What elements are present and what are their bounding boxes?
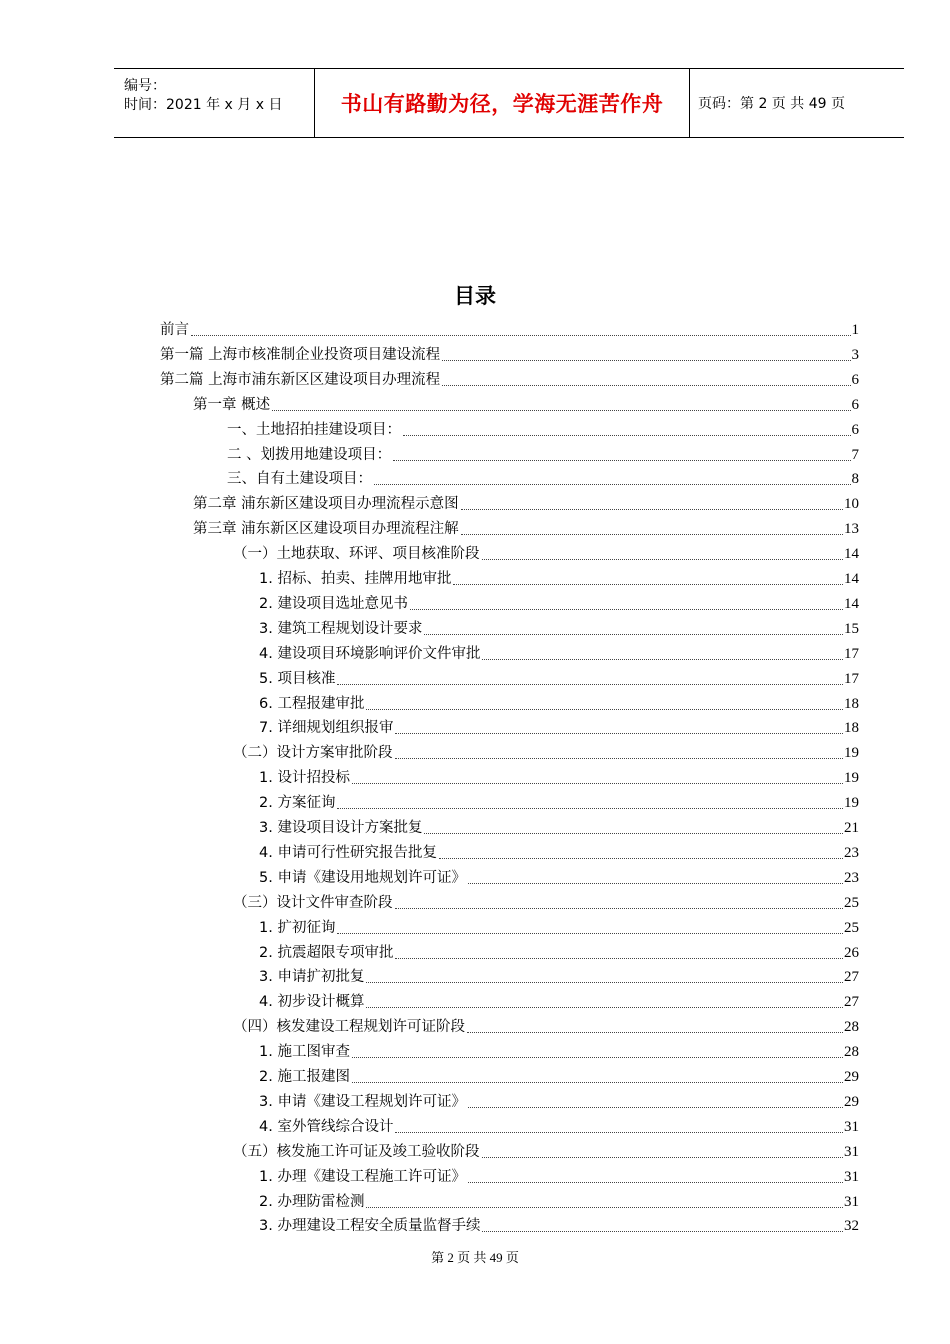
page-footer: 第 2 页 共 49 页 <box>431 1250 519 1265</box>
toc-entry-label: 2. 方案征询 <box>259 795 336 812</box>
time-label: 时间：2021 年 x 月 x 日 <box>124 97 283 113</box>
toc-entry[interactable] <box>259 1090 859 1112</box>
toc-entry-page: 28 <box>844 1019 859 1036</box>
toc-entry-label: 1. 招标、拍卖、挂牌用地审批 <box>259 571 452 587</box>
toc-entry[interactable] <box>259 667 859 689</box>
toc-leader-dots <box>352 782 843 784</box>
toc-leader-dots <box>366 708 843 710</box>
toc-entry-page: 29 <box>844 1069 859 1085</box>
toc-entry-label: 第一篇 上海市核准制企业投资项目建设流程 <box>160 346 441 363</box>
toc-entry-label: 2. 办理防雷检测 <box>259 1193 365 1210</box>
toc-entry[interactable] <box>160 318 859 340</box>
toc-entry-label: 2. 建设项目选址意见书 <box>259 595 408 612</box>
toc-leader-dots <box>482 1230 843 1232</box>
toc-leader-dots <box>395 732 843 734</box>
toc-entry-label: 3. 申请《建设工程规划许可证》 <box>259 1093 466 1110</box>
toc-leader-dots <box>468 1181 843 1183</box>
toc-entry[interactable] <box>259 1165 859 1187</box>
header-meta <box>114 69 314 137</box>
toc-entry[interactable] <box>233 891 859 913</box>
toc-entry-label: 第一章 概述 <box>193 396 271 413</box>
toc-entry-label: （一）土地获取、环评、项目核准阶段 <box>233 546 480 563</box>
toc-entry-page: 17 <box>844 645 859 662</box>
toc-entry-label: 前言 <box>160 322 189 338</box>
toc-entry-label: 1. 办理《建设工程施工许可证》 <box>259 1168 466 1185</box>
toc-entry[interactable] <box>259 766 859 788</box>
toc-entry-label: 4. 申请可行性研究报告批复 <box>259 844 437 861</box>
toc-entry-page: 23 <box>844 869 859 886</box>
toc-leader-dots <box>424 633 843 635</box>
toc-leader-dots <box>442 359 850 361</box>
toc-leader-dots <box>403 434 851 436</box>
toc-entry[interactable] <box>259 692 859 714</box>
toc-entry-label: 4. 建设项目环境影响评价文件审批 <box>259 645 481 662</box>
toc-leader-dots <box>272 409 850 411</box>
toc-entry-label: 5. 申请《建设用地规划许可证》 <box>259 869 466 886</box>
toc-entry[interactable] <box>259 791 859 813</box>
toc-entry-label: 1. 扩初征询 <box>259 919 336 936</box>
toc-leader-dots <box>352 1081 843 1083</box>
toc-entry[interactable] <box>193 517 859 539</box>
toc-entry-page: 14 <box>844 595 859 612</box>
toc-entry-page: 26 <box>844 944 859 961</box>
toc-entry-label: 2. 抗震超限专项审批 <box>259 944 394 961</box>
toc-entry-page: 10 <box>844 496 859 513</box>
toc-entry[interactable] <box>259 916 859 938</box>
toc-leader-dots <box>393 459 850 461</box>
toc-entry[interactable] <box>259 816 859 838</box>
toc-entry-label: （四）核发建设工程规划许可证阶段 <box>233 1019 465 1036</box>
toc-entry-label: 2. 施工报建图 <box>259 1069 350 1085</box>
toc-entry-label: 4. 初步设计概算 <box>259 994 365 1011</box>
toc-leader-dots <box>337 932 843 934</box>
toc-entry-label: 1. 设计招投标 <box>259 770 350 787</box>
toc-entry[interactable] <box>259 941 859 963</box>
toc-entry-page: 25 <box>844 919 859 936</box>
toc-leader-dots <box>366 1006 843 1008</box>
toc-entry-label: 1. 施工图审查 <box>259 1044 350 1061</box>
toc-entry-page: 32 <box>844 1218 859 1235</box>
toc-title: 目录 <box>454 284 496 308</box>
page-header <box>114 68 904 138</box>
toc-entry-page: 6 <box>851 421 859 438</box>
toc-entry-page: 17 <box>844 670 859 687</box>
toc-entry-page: 27 <box>844 969 859 986</box>
toc-entry-label: （二）设计方案审批阶段 <box>233 745 393 762</box>
toc-entry[interactable] <box>160 368 859 390</box>
toc-entry[interactable] <box>233 1015 859 1037</box>
toc-entry[interactable] <box>227 443 859 465</box>
toc-entry[interactable] <box>259 617 859 639</box>
toc-leader-dots <box>410 608 843 610</box>
toc-entry[interactable] <box>233 542 859 564</box>
toc-entry-label: 第三章 浦东新区区建设项目办理流程注解 <box>193 521 459 538</box>
toc-leader-dots <box>366 981 843 983</box>
toc-leader-dots <box>191 334 851 336</box>
toc-entry-label: 3. 申请扩初批复 <box>259 969 365 986</box>
toc-leader-dots <box>337 683 843 685</box>
toc-entry-page: 19 <box>844 770 859 787</box>
toc-entry[interactable] <box>160 343 859 365</box>
toc-leader-dots <box>482 558 844 560</box>
toc-entry[interactable] <box>227 418 859 440</box>
toc-entry-page: 21 <box>844 820 859 836</box>
toc-entry-label: 3. 办理建设工程安全质量监督手续 <box>259 1218 481 1235</box>
toc-leader-dots <box>453 583 843 585</box>
toc-entry[interactable] <box>259 642 859 664</box>
toc-entry-page: 7 <box>851 446 859 463</box>
toc-entry-label: （三）设计文件审查阶段 <box>233 894 393 911</box>
toc-leader-dots <box>395 957 843 959</box>
toc-entry-label: 三、自有土建设项目： <box>227 471 372 488</box>
toc-entry[interactable] <box>259 1040 859 1062</box>
toc-entry-page: 18 <box>844 695 859 712</box>
toc-leader-dots <box>482 1156 844 1158</box>
toc-leader-dots <box>461 533 843 535</box>
header-motto: 书山有路勤为径，学海无涯苦作舟 <box>314 69 690 137</box>
toc-entry-label: 一、土地招拍挂建设项目： <box>227 421 401 438</box>
toc-entry[interactable] <box>259 716 859 738</box>
toc-leader-dots <box>442 384 850 386</box>
toc-entry-page: 18 <box>844 720 859 737</box>
toc-entry-label: 3. 建筑工程规划设计要求 <box>259 620 423 637</box>
toc-entry-label: 3. 建设项目设计方案批复 <box>259 820 423 836</box>
toc-leader-dots <box>395 1131 843 1133</box>
toc-entry[interactable] <box>259 1190 859 1212</box>
toc-entry-page: 31 <box>844 1193 859 1210</box>
toc-entry-label: 二 、划拨用地建设项目： <box>227 446 392 463</box>
toc-entry[interactable] <box>233 1140 859 1162</box>
toc-entry-label: 7. 详细规划组织报审 <box>259 720 394 737</box>
toc-entry-page: 8 <box>851 471 859 488</box>
toc-entry-page: 6 <box>851 396 859 413</box>
header-page-info <box>689 69 904 137</box>
toc-entry-page: 19 <box>844 745 859 762</box>
toc-leader-dots <box>461 508 843 510</box>
toc-entry[interactable] <box>233 741 859 763</box>
toc-entry[interactable] <box>193 393 859 415</box>
toc-entry-page: 25 <box>844 894 859 911</box>
toc-entry-page: 15 <box>844 620 859 637</box>
toc-leader-dots <box>467 1031 843 1033</box>
toc-leader-dots <box>468 1106 843 1108</box>
toc-leader-dots <box>468 882 843 884</box>
code-label: 编号： <box>124 78 166 94</box>
toc-entry[interactable] <box>259 1065 859 1087</box>
toc-entry[interactable] <box>259 990 859 1012</box>
toc-entry[interactable] <box>259 1214 859 1236</box>
toc-entry[interactable] <box>227 467 859 489</box>
toc-entry-page: 29 <box>844 1093 859 1110</box>
toc-entry-page: 14 <box>844 571 859 587</box>
page-info-text: 页码：第 2 页 共 49 页 <box>698 96 845 112</box>
toc-entry-label: 第二篇 上海市浦东新区区建设项目办理流程 <box>160 371 441 388</box>
toc-leader-dots <box>424 832 843 834</box>
toc-leader-dots <box>352 1056 843 1058</box>
toc-leader-dots <box>374 483 851 485</box>
toc-entry-page: 27 <box>844 994 859 1011</box>
toc-entry-page: 28 <box>844 1044 859 1061</box>
toc-leader-dots <box>482 658 843 660</box>
toc-entry-page: 23 <box>844 844 859 861</box>
toc-entry-label: 4. 室外管线综合设计 <box>259 1118 394 1135</box>
toc-entry-page: 3 <box>851 346 859 363</box>
toc-leader-dots <box>395 757 844 759</box>
toc-entry[interactable] <box>259 1115 859 1137</box>
toc-leader-dots <box>366 1206 843 1208</box>
toc-entry[interactable] <box>259 866 859 888</box>
toc-entry-page: 6 <box>851 371 859 388</box>
toc-entry[interactable] <box>259 841 859 863</box>
toc-entry[interactable] <box>259 567 859 589</box>
toc-leader-dots <box>337 807 843 809</box>
toc-entry[interactable] <box>259 592 859 614</box>
toc-leader-dots <box>395 907 844 909</box>
toc-entry-label: （五）核发施工许可证及竣工验收阶段 <box>233 1143 480 1160</box>
toc-entry-label: 第二章 浦东新区建设项目办理流程示意图 <box>193 496 459 513</box>
toc-entry-page: 19 <box>844 795 859 812</box>
toc-entry-label: 6. 工程报建审批 <box>259 695 365 712</box>
toc-entry-label: 5. 项目核准 <box>259 670 336 687</box>
toc-entry[interactable] <box>193 492 859 514</box>
toc-entry-page: 13 <box>844 521 859 538</box>
toc-entry[interactable] <box>259 965 859 987</box>
toc-entry-page: 1 <box>851 322 859 338</box>
toc-entry-page: 31 <box>844 1143 859 1160</box>
toc-entry-page: 14 <box>844 546 859 563</box>
toc-entry-page: 31 <box>844 1168 859 1185</box>
toc-leader-dots <box>439 857 843 859</box>
toc-entry-page: 31 <box>844 1118 859 1135</box>
